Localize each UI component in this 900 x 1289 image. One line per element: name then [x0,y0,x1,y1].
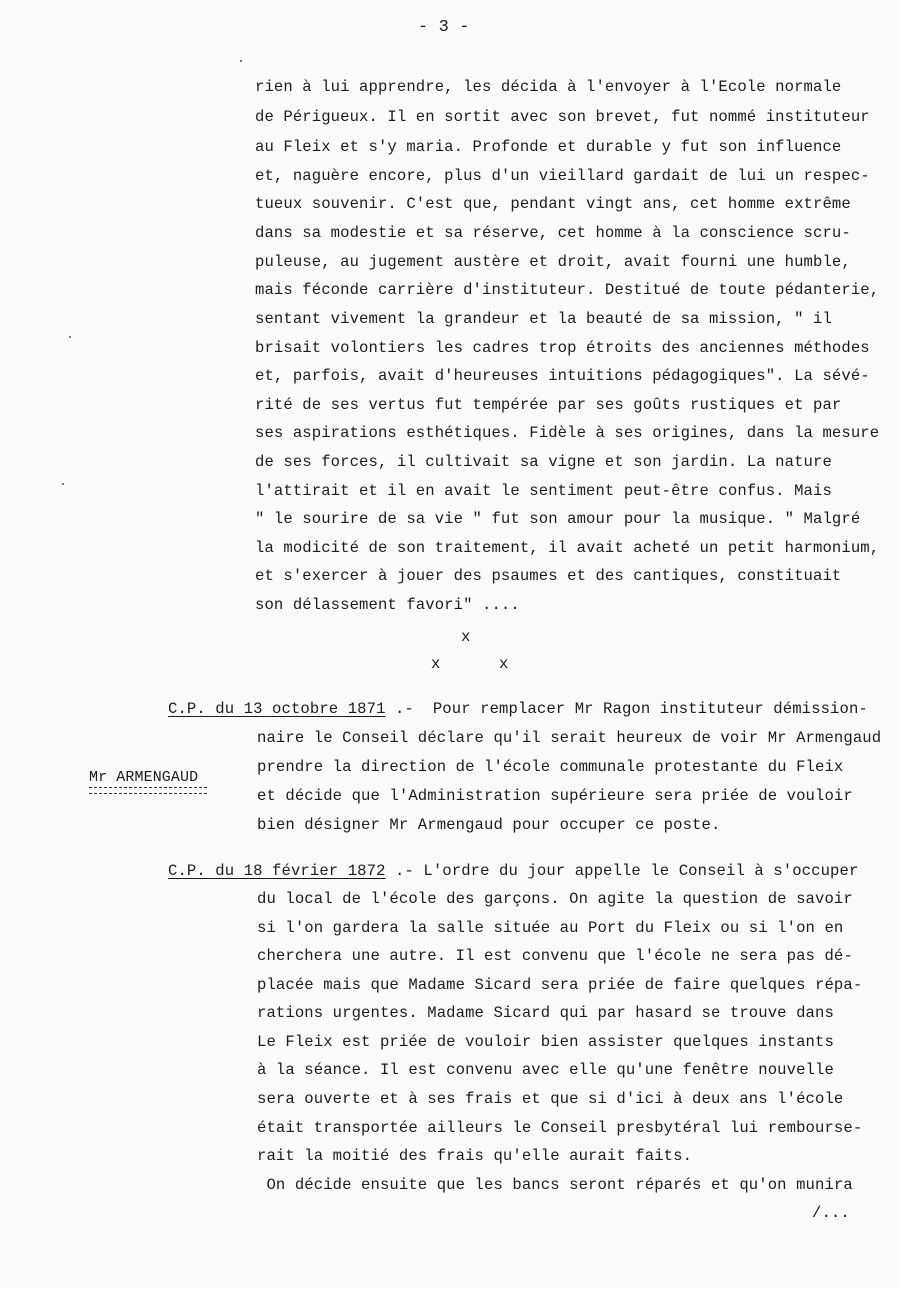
body-line: son délassement favori" .... [255,596,520,614]
body-line: dans sa modestie et sa réserve, cet homme à la conscience scru- [255,224,851,242]
margin-note-double-underline [89,787,207,794]
entry2-dash: .- [385,862,414,880]
entry2-line: du local de l'école des garçons. On agite la question de savoir [257,890,853,908]
body-line: de ses forces, il cultivait sa vigne et son jardin. La nature [255,453,832,471]
body-line: la modicité de son traitement, il avait acheté un petit harmonium, [255,539,880,557]
entry2-heading-line [168,861,858,881]
body-line: et s'exercer à jouer des psaumes et des cantiques, constituait [255,567,842,585]
entry2-line: sera ouverte et à ses frais et que si d'ici à deux ans l'école [257,1090,844,1108]
separator-mark: x [499,655,509,673]
entry2-line: placée mais que Madame Sicard sera priée de faire quelques répa- [257,976,863,994]
entry1-first-line: Pour remplacer Mr Ragon instituteur démission- [413,700,868,718]
entry1-line: bien désigner Mr Armengaud pour occuper ce poste. [257,816,721,834]
body-line: mais féconde carrière d'instituteur. Destitué de toute pédanterie, [255,281,880,299]
body-line: et, parfois, avait d'heureuses intuitions pédagogiques". La sévé- [255,367,870,385]
entry1-heading-line [168,699,868,719]
paper-speck [62,483,64,485]
entry2-line: rait la moitié des frais qu'elle aurait faits. [257,1147,693,1165]
entry2-line: était transportée ailleurs le Conseil presbytéral lui rembourse- [257,1119,863,1137]
margin-note: Mr ARMENGAUD [89,769,199,786]
entry1-line: naire le Conseil déclare qu'il serait heureux de voir Mr Armengaud [257,729,882,747]
entry1-dash: .- [385,700,414,718]
body-line: ses aspirations esthétiques. Fidèle à ses origines, dans la mesure [255,424,880,442]
page-number: - 3 - [418,18,470,37]
body-line: sentant vivement la grandeur et la beauté de sa mission, " il [255,310,832,328]
paper-speck [69,336,71,338]
body-line: puleuse, au jugement austère et droit, avait fourni une humble, [255,253,851,271]
entry2-heading: C.P. du 18 février 1872 [168,862,386,880]
entry2-line: à la séance. Il est convenu avec elle qu'une fenêtre nouvelle [257,1061,834,1079]
separator-mark: x [431,655,441,673]
entry2-line: Le Fleix est priée de vouloir bien assister quelques instants [257,1033,834,1051]
entry1-heading: C.P. du 13 octobre 1871 [168,700,386,718]
body-line: " le sourire de sa vie " fut son amour pour la musique. " Malgré [255,510,861,528]
body-line: l'attirait et il en avait le sentiment peut-être confus. Mais [255,482,832,500]
entry2-first-line: L'ordre du jour appelle le Conseil à s'occuper [413,862,859,880]
body-line: rité de ses vertus fut tempérée par ses goûts rustiques et par [255,396,842,414]
entry2-line: si l'on gardera la salle située au Port du Fleix ou si l'on en [257,919,844,937]
entry2-line: On décide ensuite que les bancs seront réparés et qu'on munira [257,1176,853,1194]
entry1-line: et décide que l'Administration supérieure sera priée de vouloir [257,787,853,805]
entry2-line: rations urgentes. Madame Sicard qui par hasard se trouve dans [257,1004,834,1022]
body-line: et, naguère encore, plus d'un vieillard gardait de lui un respec- [255,167,870,185]
continuation-mark: /... [812,1204,850,1222]
body-line: de Périgueux. Il en sortit avec son brevet, fut nommé instituteur [255,108,870,126]
paper-speck [240,60,242,62]
entry1-line: prendre la direction de l'école communale protestante du Fleix [257,758,844,776]
body-line: brisait volontiers les cadres trop étroits des anciennes méthodes [255,339,870,357]
body-line: tueux souvenir. C'est que, pendant vingt ans, cet homme extrême [255,195,851,213]
entry2-line: cherchera une autre. Il est convenu que l'école ne sera pas dé- [257,947,853,965]
body-line: rien à lui apprendre, les décida à l'envoyer à l'Ecole normale [255,78,842,96]
body-line: au Fleix et s'y maria. Profonde et durable y fut son influence [255,138,842,156]
separator-mark: x [461,628,471,646]
